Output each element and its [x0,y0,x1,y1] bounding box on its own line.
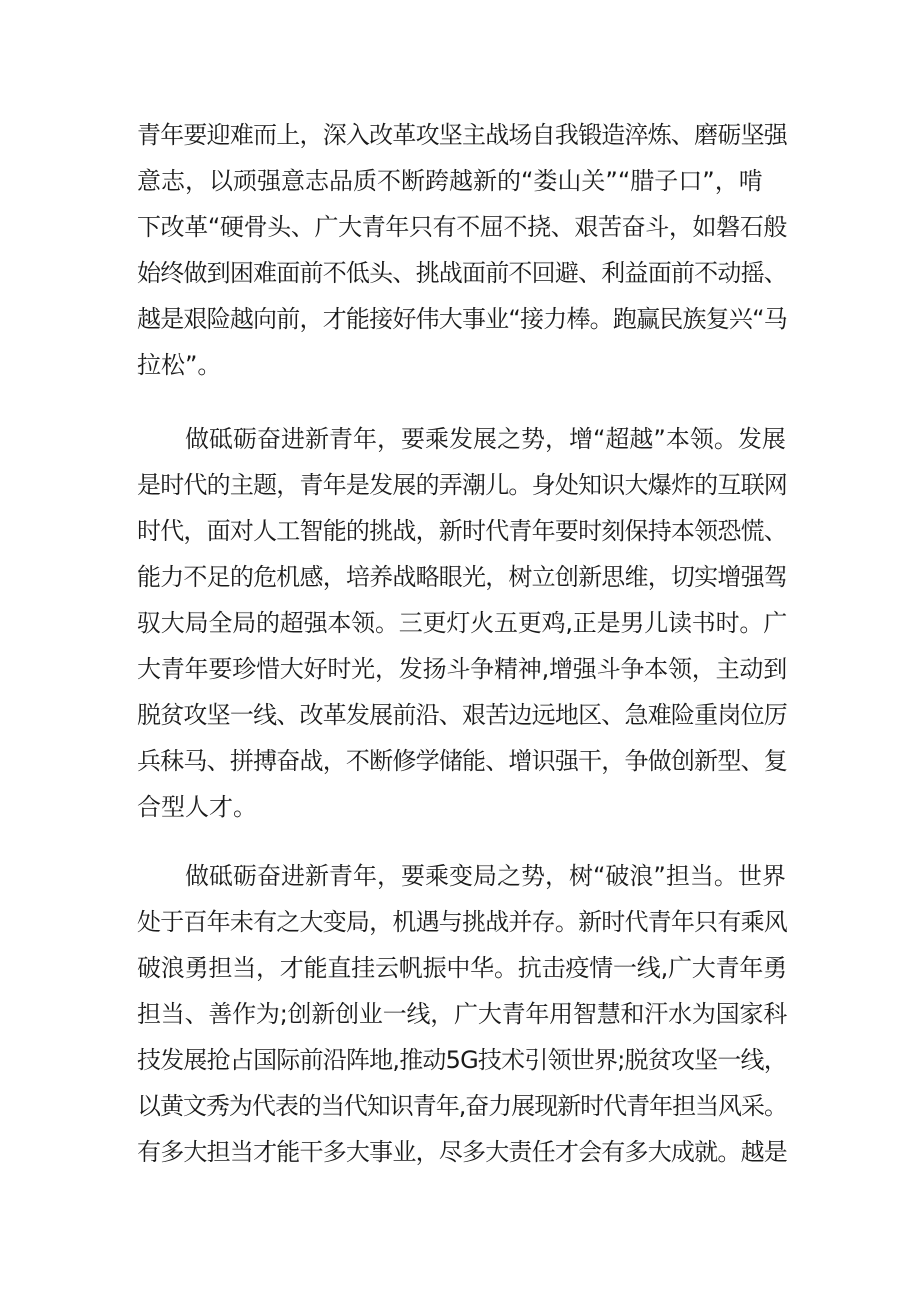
paragraph-3 [137,853,787,1175]
text-line: 下改革“硬骨头、广大青年只有不屈不挠、艰苦奋斗，如磐石般 [137,213,787,241]
text-line: 技发展抢占国际前沿阵地,推动5G技术引领世界;脱贫攻坚一线， [137,1046,787,1074]
text-line: 越是艰险越向前，才能接好伟大事业“接力棒。跑赢民族复兴“马 [137,305,787,333]
text-line: 合型人才。 [137,793,257,821]
text-line: 处于百年未有之大变局，机遇与挑战并存。新时代青年只有乘风 [137,908,787,936]
text-line: 破浪勇担当，才能直挂云帆振中华。抗击疫情一线,广大青年勇 [137,954,787,982]
text-line: 做砥砺奋进新青年，要乘发展之势，增“超越”本领。发展 [185,425,786,453]
text-line: 拉松”。 [137,351,222,379]
text-line: 脱贫攻坚一线、改革发展前沿、艰苦边远地区、急难险重岗位厉 [137,701,787,729]
paragraph-2 [137,416,787,830]
text-line: 时代，面对人工智能的挑战，新时代青年要时刻保持本领恐慌、 [137,517,787,545]
text-line: 大青年要珍惜大好时光，发扬斗争精神,增强斗争本领，主动到 [137,655,787,683]
text-line: 以黄文秀为代表的当代知识青年,奋力展现新时代青年担当风采。 [137,1092,787,1120]
text-line: 有多大担当才能干多大事业，尽多大责任才会有多大成就。越是 [137,1138,787,1166]
text-line: 能力不足的危机感，培养战略眼光，树立创新思维，切实增强驾 [137,563,787,591]
paragraph-1 [137,112,787,388]
text-line: 担当、善作为;创新创业一线，广大青年用智慧和汗水为国家科 [137,1000,787,1028]
text-line: 驭大局全局的超强本领。三更灯火五更鸡,正是男儿读书时。广 [137,609,787,637]
text-line: 意志，以顽强意志品质不断跨越新的“娄山关”“腊子口”，啃 [137,167,763,195]
text-line: 兵秣马、拼搏奋战，不断修学储能、增识强干，争做创新型、复 [137,747,787,775]
text-line: 做砥砺奋进新青年，要乘变局之势，树“破浪”担当。世界 [185,862,786,890]
text-line: 始终做到困难面前不低头、挑战面前不回避、利益面前不动摇、 [137,259,787,287]
text-line: 青年要迎难而上，深入改革攻坚主战场自我锻造淬炼、磨砺坚强 [137,121,787,149]
text-line: 是时代的主题，青年是发展的弄潮儿。身处知识大爆炸的互联网 [137,471,787,499]
